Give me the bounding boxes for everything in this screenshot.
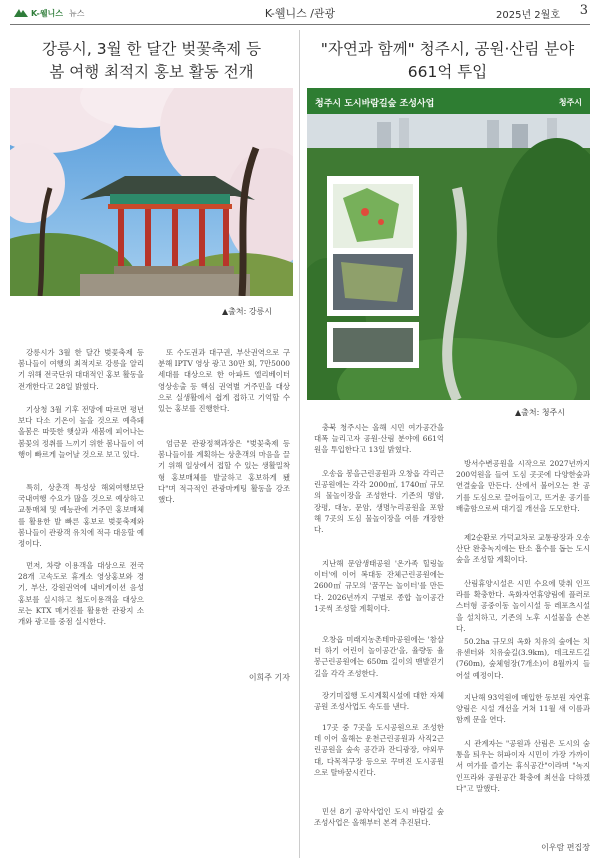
right-paragraph: 방서수변공원을 시작으로 2027년까지 200억원을 들여 도심 곳곳에 다양한숲과 연결숲을 만든다. 산에서 불어오는 찬 공기를 도심으로 끌어들이고, 뜨거운 공기를 배출함으로써 대기질 개선을 도모한다. xyxy=(456,459,590,513)
right-photo-caption: ▲출처: 청주시 xyxy=(514,408,565,417)
right-paragraph: 시 관계자는 "공원과 산림은 도시의 숨통을 틔우는 허파이자 시민이 가장 가까이서 여가를 즐기는 휴식공간"이라며 "녹지 인프라와 공원공간 확충에 최선을 다하겠다"고 말했다. xyxy=(456,739,590,793)
left-paragraph: 강릉시가 3월 한 달간 벚꽃축제 등 봄나들이 여행의 최적지로 강릉을 알리기 위해 전국단위 대대적인 홍보 활동을 전개한다고 28일 밝혔다. xyxy=(18,348,144,391)
left-headline-line1: 강릉시, 3월 한 달간 벚꽃축제 등 xyxy=(41,40,262,58)
left-paragraph: 먼저, 차량 이용객을 대상으로 전국 28개 고속도로 휴게소 영상홍보와 경기, 부산, 강원권역에 내비게이션 음성 홍보를 실시하고 철도이용객을 대상으로는 KTX 매거진를 활용한 관광지 소개와 광고를 중점 실시한다. xyxy=(18,561,144,627)
photo-overlay-brand: 청주시 xyxy=(558,98,582,107)
right-paragraph: 50.2ha 규모의 옥화 치유의 숲에는 치유센터와 치유숲길(3.9km), 데크로드길(760m), 숲체험장(7개소)이 8월까지 들어설 예정이다. xyxy=(456,637,590,680)
page-number: 3 xyxy=(579,3,588,18)
left-headline-line2: 봄 여행 최적지 홍보 활동 전개 xyxy=(49,63,254,81)
right-paragraph: 산림휴양시설은 시민 수요에 맞춰 인프라를 확충한다. 옥화자연휴양림에 플러로스터형 공중이동 놀이시설 등 레포츠시설을 설치하고, 기존의 노후 시설물을 손본다. xyxy=(456,579,590,633)
photo-overlay-title: 청주시 도시바람길숲 조성사업 xyxy=(315,99,435,109)
logo-sub-text: 뉴스 xyxy=(69,8,85,18)
section-name: K-웰니스 /관광 xyxy=(264,7,336,20)
page-header xyxy=(0,0,600,26)
right-paragraph: 지난해 93억원에 매입한 동보원 자연휴양림은 시설 개선을 거쳐 11월 새 이름과 함께 문을 연다. xyxy=(456,693,590,725)
issue-date: 2025년 2월호 xyxy=(496,10,560,21)
left-paragraph: 엄금문 관광정책과장은 "벚꽃축제 등 봄나들이를 계획하는 상춘객의 마음을 끌기 위해 일상에서 접할 수 있는 생활밀착형 홍보매체를 발굴하고 홍보하게 됐다"며 적극적인 관광마케팅 활동을 강조했다. xyxy=(158,439,290,505)
right-photo-forest-project xyxy=(307,88,590,400)
column-divider xyxy=(299,30,300,858)
header-rule xyxy=(10,24,590,25)
left-headline xyxy=(10,38,293,84)
right-headline-line1: "자연과 함께" 청주시, 공원·산림 분야 xyxy=(320,40,575,58)
left-photo-temple-cherry-blossom xyxy=(10,88,293,296)
left-photo-caption: ▲출처: 강릉시 xyxy=(221,307,272,316)
right-paragraph: 17곳 중 7곳을 도시공원으로 조성한 데 이어 올해는 운천근린공원과 사직2근린공원을 숲속 공간과 잔디광장, 야외무대, 다목적구장 등으로 꾸며진 도시공원으로 탈바꿈시킨다. xyxy=(314,723,444,777)
left-paragraph: 또 수도권과 대구권, 부산권역으로 구분해 IPTV 영상 광고 30만 회, 7만5000세대를 대상으로 한 아파트 엘리베이터 영상송출 등 핵심 권역별 거주민을 대상으로 실생활에서 쉽게 접하고 기억할 수 있는 홍보를 진행한다. xyxy=(158,348,290,414)
left-paragraph: 특히, 상춘객 특성상 해외여행보단 국내여행 수요가 많을 것으로 예상하고 교통매체 및 예능관에 거주민 홍보매체를 활용한 발 빠른 홍보로 벚꽃축제와 봄나들이 관광객 유치에 적극 대응할 예정이다. xyxy=(18,483,144,549)
right-paragraph: 장기미집행 도시계획시설에 대한 자체공원 조성사업도 속도를 낸다. xyxy=(314,691,444,712)
left-byline: 이희주 기자 xyxy=(248,673,290,682)
right-byline: 이우람 편집장 xyxy=(541,843,590,852)
right-paragraph: 지난해 문암생태공원 '온가족 힐링놀이터'에 이어 복대동 잔체근린공원에는 2600㎡ 규모의 '꿈꾸는 놀이터'를 만든다. 2026년까지 구별로 종합 놀이공간 1곳씩 조성할 계획이다. xyxy=(314,559,444,613)
right-paragraph: 오창읍 미래지농촌테마공원에는 '참살터 하기 어린이 놀이공간'을, 율량동 율봉근린공원에는 650m 길이의 맨발걷기길을 각각 조성한다. xyxy=(314,635,444,678)
right-paragraph: 충북 청주시는 올해 시민 여가공간을 대폭 늘리고자 공원·산림 분야에 661억원을 투입한다고 13일 밝혔다. xyxy=(314,423,444,455)
left-paragraph: 기상청 3월 기후 전망에 따르면 평년보다 다소 기온이 높을 것으로 예측돼 올봄은 따뜻한 햇살과 새봄에 피어나는 봄꽃의 정취를 느끼기 위한 봄나들이 여행이 빠르게 늘어날 것으로 보고 있다. xyxy=(18,405,144,459)
right-paragraph: 오송읍 봉을근린공원과 오창읍 각리근린공원에는 각각 2000㎡, 1740㎡ 규모의 물놀이장을 조성한다. 기존의 명암, 장평, 대농, 문암, 생명누리공원을 포함해 7곳의 도심 물놀이장을 여름 개장한다. xyxy=(314,469,444,535)
right-paragraph: 제2순환로 가덕교차로 교통광장과 오송산단 완충녹지에는 탄소 흡수를 돕는 도시숲을 조성할 계획이다. xyxy=(456,533,590,565)
right-paragraph: 민선 8기 공약사업인 도시 바람길 숲 조성사업은 올해부터 본격 추진된다. xyxy=(314,807,444,828)
logo-text: K-웰니스 xyxy=(31,8,64,18)
right-headline xyxy=(305,38,590,84)
right-headline-line2: 661억 투입 xyxy=(407,63,488,81)
